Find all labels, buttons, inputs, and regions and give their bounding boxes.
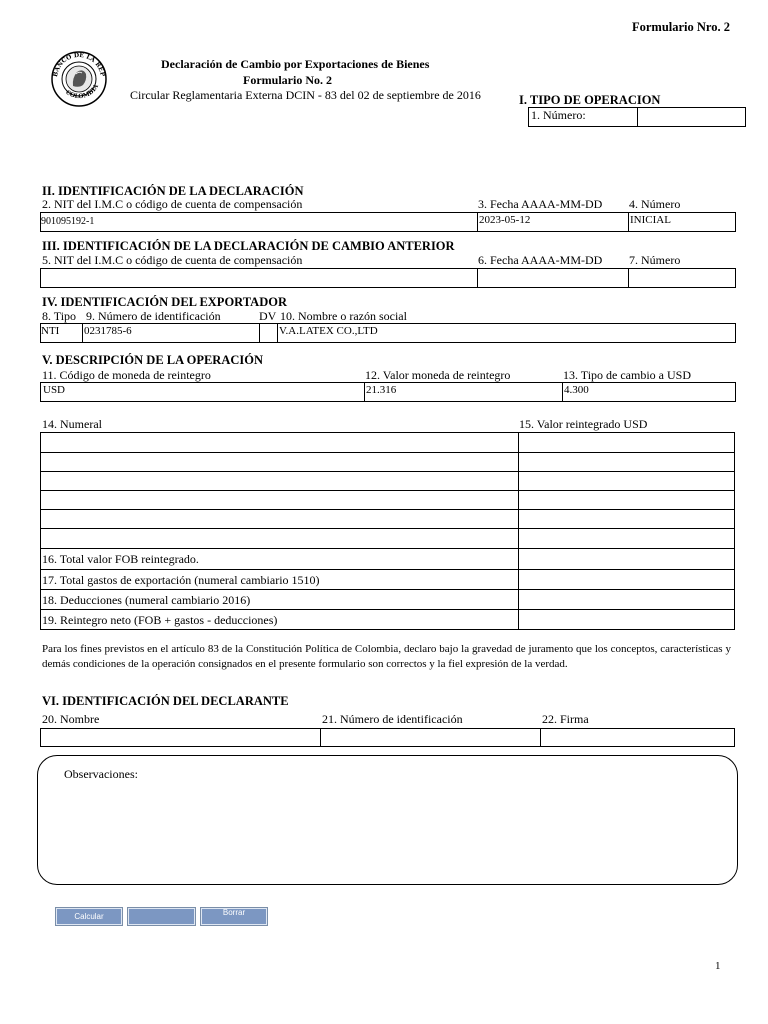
identificacion-label: 9. Número de identificación xyxy=(86,309,221,323)
numerales-table xyxy=(40,432,735,630)
moneda-label: 11. Código de moneda de reintegro xyxy=(42,368,211,382)
tipo-cambio-field[interactable]: 4.300 xyxy=(564,384,589,396)
section-i-heading: I. TIPO DE OPERACION xyxy=(519,93,661,107)
valor-moneda-field[interactable]: 21.316 xyxy=(366,384,397,396)
fecha-label: 3. Fecha AAAA-MM-DD xyxy=(478,197,603,211)
dv-label: DV xyxy=(259,309,277,323)
page-number: 1 xyxy=(715,960,721,972)
section-ii-heading: II. IDENTIFICACIÓN DE LA DECLARACIÓN xyxy=(42,184,304,198)
tipo-operacion-box xyxy=(528,107,746,127)
deducciones-label: 18. Deducciones (numeral cambiario 2016) xyxy=(42,593,251,607)
section-v-heading: V. DESCRIPCIÓN DE LA OPERACIÓN xyxy=(42,353,263,367)
nit-field[interactable]: 901095192-1 xyxy=(41,216,95,227)
nombre-declarante-label: 20. Nombre xyxy=(42,712,100,726)
banco-republica-logo xyxy=(48,50,110,108)
numero-label: 1. Número: xyxy=(531,108,586,122)
declaracion-fields xyxy=(40,212,736,232)
moneda-field[interactable]: USD xyxy=(43,384,66,396)
numero-field[interactable]: INICIAL xyxy=(630,214,671,226)
numeral-label: 14. Numeral xyxy=(42,417,102,431)
valor-moneda-label: 12. Valor moneda de reintegro xyxy=(365,368,511,382)
declarante-fields xyxy=(40,728,735,747)
declaracion-anterior-fields xyxy=(40,268,736,288)
reintegro-neto-label: 19. Reintegro neto (FOB + gastos - deducciones) xyxy=(42,613,278,627)
total-fob-label: 16. Total valor FOB reintegrado. xyxy=(42,552,199,566)
section-iii-heading: III. IDENTIFICACIÓN DE LA DECLARACIÓN DE CAMBIO ANTERIOR xyxy=(42,239,455,253)
nombre-label: 10. Nombre o razón social xyxy=(280,309,407,323)
form-title: Declaración de Cambio por Exportaciones de Bienes xyxy=(161,57,430,71)
observaciones-label: Observaciones: xyxy=(64,767,138,781)
blank-button[interactable] xyxy=(128,908,195,925)
nit-anterior-label: 5. NIT del I.M.C o código de cuenta de compensación xyxy=(42,253,303,267)
firma-label: 22. Firma xyxy=(542,712,589,726)
logo-top-text: BANCO DE LA REP xyxy=(52,51,106,78)
declaration-text: Para los fines previstos en el artículo 83 de la Constitución Política de Colombia, declaro bajo la gravedad de juramento que los conceptos, características y demás condiciones de la operación consignados en el presente formulario son correctos y la fiel expresión de la verdad. xyxy=(42,643,731,670)
tipo-field[interactable]: NTI xyxy=(41,325,60,337)
total-gastos-label: 17. Total gastos de exportación (numeral cambiario 1510) xyxy=(42,573,320,587)
nit-label: 2. NIT del I.M.C o código de cuenta de compensación xyxy=(42,197,303,211)
circular-reference: Circular Reglamentaria Externa DCIN - 83 del 02 de septiembre de 2016 xyxy=(130,88,481,102)
borrar-button[interactable]: Borrar xyxy=(201,908,267,925)
calcular-button[interactable]: Calcular xyxy=(56,908,122,925)
form-subtitle: Formulario No. 2 xyxy=(243,73,332,87)
section-vi-heading: VI. IDENTIFICACIÓN DEL DECLARANTE xyxy=(42,694,289,708)
form-number: Formulario Nro. 2 xyxy=(631,20,730,34)
numero-anterior-label: 7. Número xyxy=(629,253,681,267)
exportador-fields xyxy=(40,323,736,343)
id-declarante-label: 21. Número de identificación xyxy=(322,712,463,726)
tipo-cambio-label: 13. Tipo de cambio a USD xyxy=(563,368,692,382)
identificacion-field[interactable]: 0231785-6 xyxy=(84,325,132,337)
tipo-label: 8. Tipo xyxy=(42,309,77,323)
section-iv-heading: IV. IDENTIFICACIÓN DEL EXPORTADOR xyxy=(42,295,287,309)
operacion-fields xyxy=(40,382,736,402)
razon-social-field[interactable]: V.A.LATEX CO.,LTD xyxy=(279,325,378,337)
numero-label: 4. Número xyxy=(629,197,681,211)
observaciones-box[interactable] xyxy=(37,755,738,885)
logo-bottom-text: COLOMBIA xyxy=(64,83,100,101)
valor-reintegrado-label: 15. Valor reintegrado USD xyxy=(519,417,648,431)
fecha-field[interactable]: 2023-05-12 xyxy=(479,214,531,226)
fecha-anterior-label: 6. Fecha AAAA-MM-DD xyxy=(478,253,603,267)
